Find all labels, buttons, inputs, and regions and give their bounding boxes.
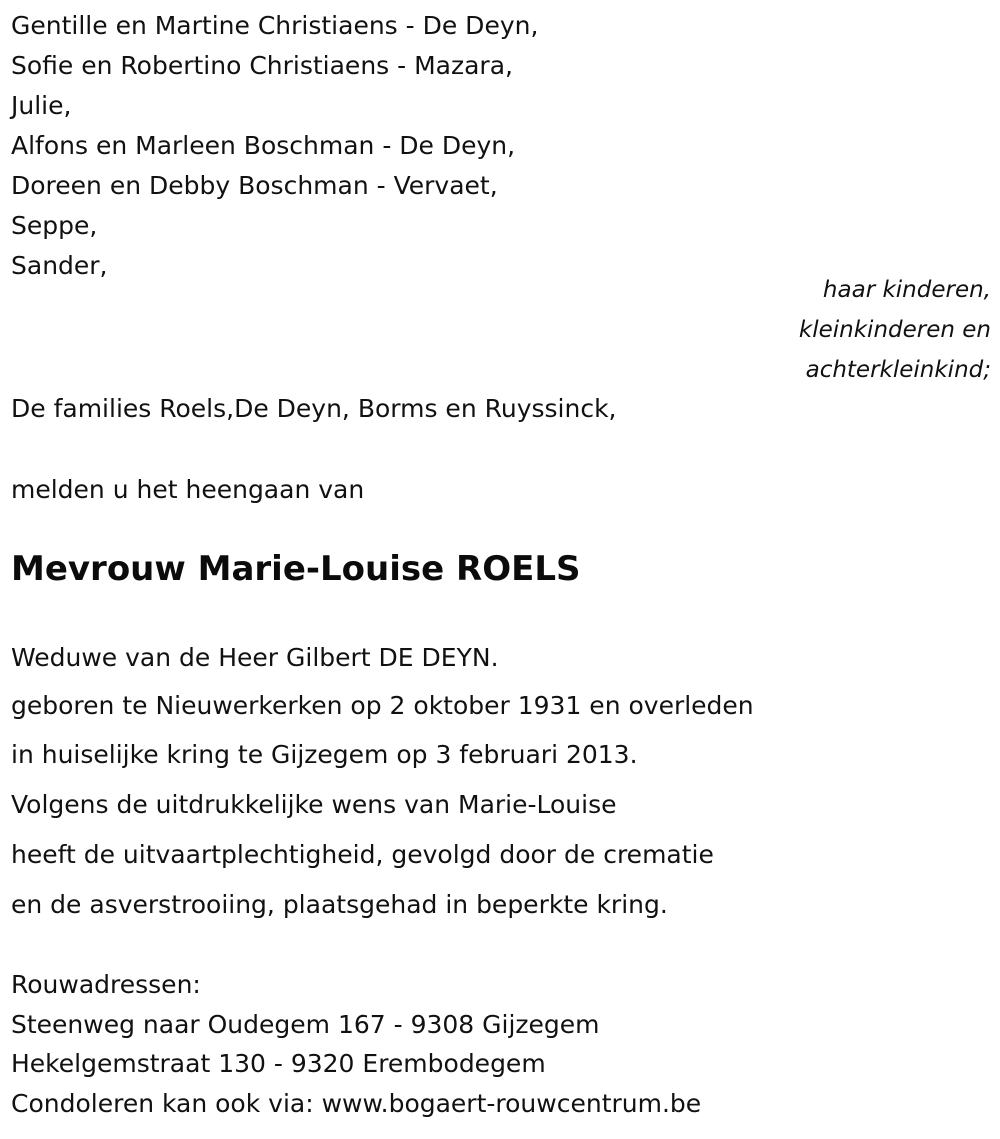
condolences-line: Condoleren kan ook via: www.bogaert-rouwcentrum.be: [11, 1089, 702, 1118]
family-line-1: Gentille en Martine Christiaens - De Deyn,: [11, 11, 539, 40]
detail-line-5: heeft de uitvaartplechtigheid, gevolgd door de crematie: [11, 840, 714, 869]
family-line-4: Alfons en Marleen Boschman - De Deyn,: [11, 131, 516, 160]
deceased-name: Mevrouw Marie-Louise ROELS: [11, 549, 581, 589]
detail-line-3: in huiselijke kring te Gijzegem op 3 februari 2013.: [11, 740, 638, 769]
families-line: De families Roels,De Deyn, Borms en Ruyssinck,: [11, 394, 617, 423]
detail-line-1: Weduwe van de Heer Gilbert DE DEYN.: [11, 643, 499, 672]
addresses-heading: Rouwadressen:: [11, 970, 201, 999]
detail-line-6: en de asverstrooiing, plaatsgehad in beperkte kring.: [11, 890, 668, 919]
family-line-6: Seppe,: [11, 211, 98, 240]
family-line-7: Sander,: [11, 251, 108, 280]
family-line-2: Sofie en Robertino Christiaens - Mazara,: [11, 51, 513, 80]
detail-line-2: geboren te Nieuwerkerken op 2 oktober 1931 en overleden: [11, 691, 754, 720]
address-line-1: Steenweg naar Oudegem 167 - 9308 Gijzegem: [11, 1010, 600, 1039]
address-line-2: Hekelgemstraat 130 - 9320 Erembodegem: [11, 1049, 546, 1078]
detail-line-4: Volgens de uitdrukkelijke wens van Marie-Louise: [11, 790, 617, 819]
announce-line: melden u het heengaan van: [11, 475, 365, 504]
relation-line-1: haar kinderen,: [822, 277, 991, 303]
family-line-5: Doreen en Debby Boschman - Vervaet,: [11, 171, 498, 200]
family-line-3: Julie,: [11, 91, 72, 120]
relation-line-2: kleinkinderen en: [798, 317, 991, 343]
relation-line-3: achterkleinkind;: [805, 357, 991, 383]
